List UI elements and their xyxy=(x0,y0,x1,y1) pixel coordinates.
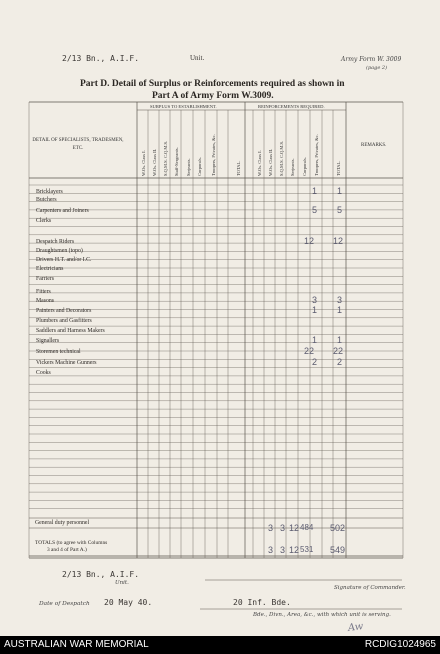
reinf-group-header: REINFORCEMENTS REQUIRED. xyxy=(258,104,325,109)
troopers-value: 3 xyxy=(312,295,318,305)
totals-value: 3 xyxy=(268,545,274,555)
form-title-line1: Part D. Detail of Surplus or Reinforcements required as shown in xyxy=(80,79,345,89)
row-label: Butchers xyxy=(36,197,57,203)
troopers-value: 5 xyxy=(312,205,318,215)
surplus-col-header: Staff-Sergeants. xyxy=(174,147,179,176)
totals-value: 12 xyxy=(289,545,300,555)
row-label: Farriers xyxy=(36,276,55,282)
row-label: Fitters xyxy=(36,289,51,295)
row-label: Masons xyxy=(36,298,55,304)
troopers-value: 22 xyxy=(304,346,315,356)
bottom-unit-value: 2/13 Bn., A.I.F. xyxy=(62,570,140,579)
row-label: Electricians xyxy=(36,266,64,272)
unit-value: 2/13 Bn., A.I.F. xyxy=(62,54,140,63)
brigade-value: 20 Inf. Bde. xyxy=(233,598,291,607)
general-duty-value: 502 xyxy=(330,523,346,533)
general-duty-value: 3 xyxy=(280,523,286,533)
surplus-col-header: S.Q.M.S. C.Q.M.S. xyxy=(163,140,168,176)
row-label: Bricklayers xyxy=(36,189,63,195)
troopers-value: 1 xyxy=(312,186,318,196)
remarks-header: REMARKS. xyxy=(361,143,387,148)
reinf-col-header: Serjeants. xyxy=(290,158,295,176)
troopers-value: 1 xyxy=(312,305,318,315)
total-value: 5 xyxy=(337,205,343,215)
reinf-col-header: S.Q.M.S. C.Q.M.S. xyxy=(279,140,284,176)
surplus-col-header: Corporals. xyxy=(197,157,202,176)
row-label: Plumbers and Gasfitters xyxy=(36,318,92,324)
row-label: Storemen technical xyxy=(36,349,81,355)
reinf-col-header: W.Os. Class II. xyxy=(268,148,273,176)
surplus-col-header: Troopers, Privates, &c. xyxy=(211,134,216,176)
reinf-col-header: Troopers, Privates, &c. xyxy=(314,134,319,176)
total-value: 2 xyxy=(337,357,343,367)
specialists-header: DETAIL OF SPECIALISTS, TRADESMEN, ETC. xyxy=(32,138,124,151)
archive-footer xyxy=(0,636,440,654)
date-value: 20 May 40. xyxy=(104,598,153,607)
total-value: 1 xyxy=(337,335,343,345)
troopers-value: 1 xyxy=(312,335,318,345)
form-title-line2: Part A of Army Form W.3009. xyxy=(152,91,274,101)
bottom-unit-label: Unit. xyxy=(115,580,129,586)
general-duty-value: 3 xyxy=(268,523,274,533)
row-label: Despatch Riders xyxy=(36,239,75,245)
reinf-col-header: TOTAL. xyxy=(336,160,341,176)
total-value: 1 xyxy=(337,186,343,196)
surplus-col-header: Serjeants. xyxy=(186,158,191,176)
page-ref: (page 2) xyxy=(366,65,388,71)
row-label: Painters and Decorators xyxy=(36,308,92,314)
row-label: Draughtsmen (topo) xyxy=(36,248,83,254)
surplus-col-header: TOTAL. xyxy=(236,160,241,176)
general-duty-value: 12 xyxy=(289,523,300,533)
totals-label-2: 3 and 4 of Part A.) xyxy=(47,547,87,553)
surplus-col-header: W.Os. Class I. xyxy=(141,150,146,176)
row-label: Clerks xyxy=(36,218,52,224)
troopers-value: 12 xyxy=(304,236,315,246)
row-label: Vickers Machine Gunners xyxy=(36,360,97,366)
reinf-col-header: W.Os. Class I. xyxy=(257,150,262,176)
row-label: Drivers H.T. and/or I.C. xyxy=(36,257,92,263)
total-value: 3 xyxy=(337,295,343,305)
row-label: Signallers xyxy=(36,338,60,344)
row-label: Carpenters and Joiners xyxy=(36,208,89,214)
unit-label: Unit. xyxy=(190,54,205,62)
general-duty-label: General duty personnel xyxy=(35,520,90,526)
brigade-label: Bde., Divn., Area, &c., with which unit is serving. xyxy=(253,612,391,618)
footer-source: AUSTRALIAN WAR MEMORIAL xyxy=(4,639,149,650)
totals-label-1: TOTALS (to agree with Columns xyxy=(35,540,108,546)
row-label: Saddlers and Harness Makers xyxy=(36,328,105,334)
row-label: Cooks xyxy=(36,370,51,376)
surplus-col-header: W.Os. Class II. xyxy=(152,148,157,176)
pencil-initials: Aw xyxy=(347,620,365,635)
date-label: Date of Despatch xyxy=(39,601,90,607)
totals-value: 549 xyxy=(330,545,346,555)
signature-label: Signature of Commander. xyxy=(334,585,406,591)
total-value: 12 xyxy=(333,236,344,246)
footer-id: RCDIG1024965 xyxy=(364,639,436,650)
totals-value: 531 xyxy=(300,545,314,554)
general-duty-value: 484 xyxy=(300,523,314,532)
total-value: 22 xyxy=(333,346,344,356)
troopers-value: 2 xyxy=(312,357,318,367)
surplus-group-header: SURPLUS TO ESTABLISHMENT. xyxy=(150,104,217,109)
totals-value: 3 xyxy=(280,545,286,555)
reinf-col-header: Corporals. xyxy=(302,157,307,176)
form-ref: Army Form W. 3009 xyxy=(341,56,402,63)
total-value: 1 xyxy=(337,305,343,315)
